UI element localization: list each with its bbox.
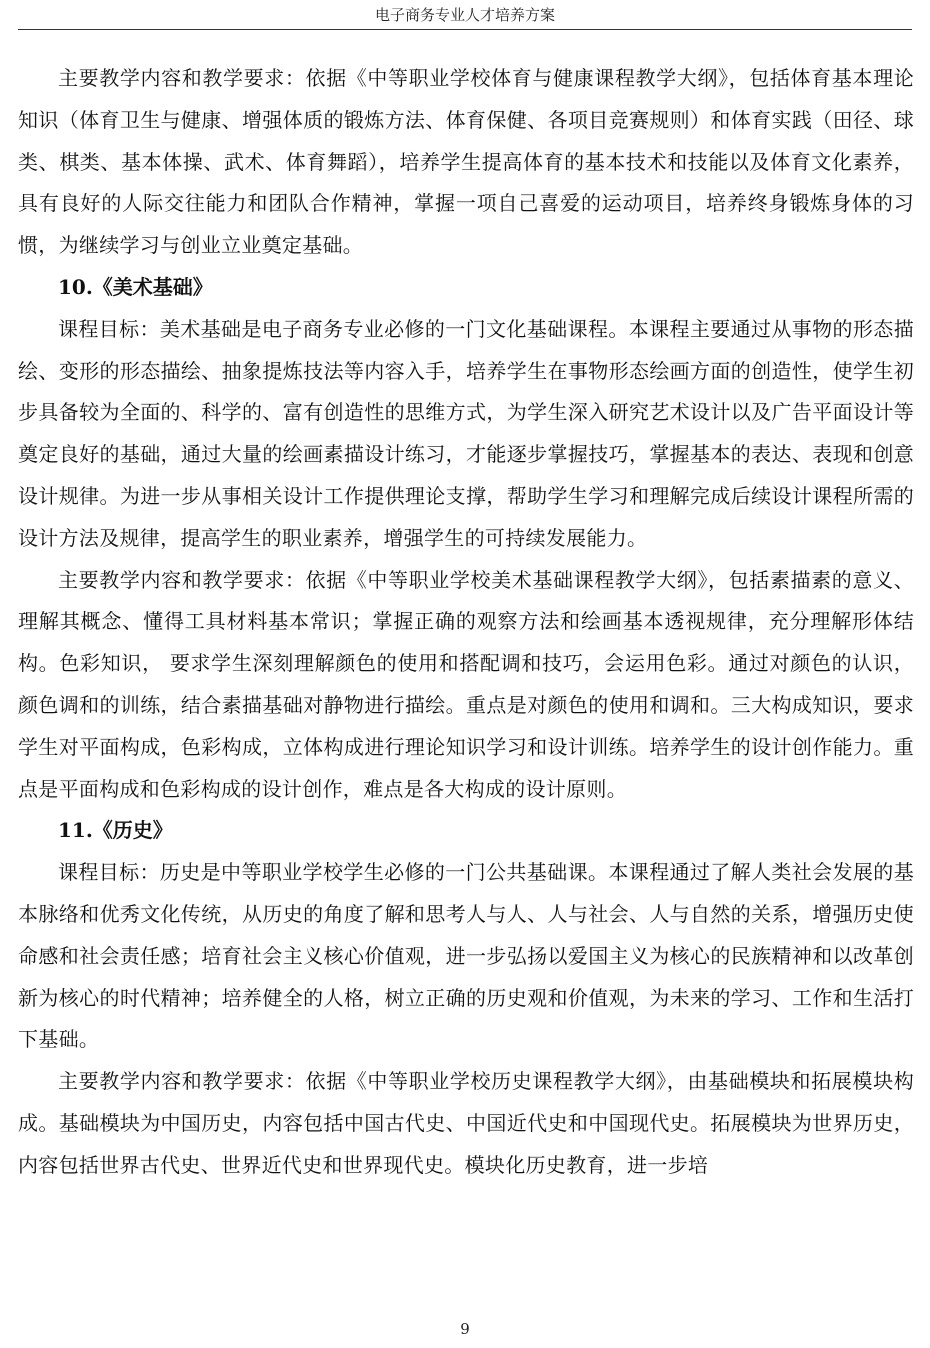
pe-teaching-requirements-paragraph: 主要教学内容和教学要求：依据《中等职业学校体育与健康课程教学大纲》，包括体育基本理论知识（体育卫生与健康、增强体质的锻炼方法、体育保健、各项目竞赛规则）和体育实践（田径、球类、棋类、基本体操、武术、体育舞蹈），培养学生提高体育的基本技术和技能以及体育文化素养，具有良好的人际交往能力和团队合作精神，掌握一项自己喜爱的运动项目，培养终身锻炼身体的习惯，为继续学习与创业立业奠定基础。	[18, 66, 914, 258]
header-rule	[18, 29, 912, 30]
section-title-history: 11.《历史》	[58, 818, 173, 843]
document-body	[18, 58, 914, 1187]
page-header: 电子商务专业人才培养方案	[374, 6, 555, 24]
page-number: 9	[460, 1320, 470, 1338]
history-teaching-requirements-paragraph: 主要教学内容和教学要求：依据《中等职业学校历史课程教学大纲》，由基础模块和拓展模块构成。基础模块为中国历史，内容包括中国古代史、中国近代史和中国现代史。拓展模块为世界历史，内容包括世界古代史、世界近代史和世界现代史。模块化历史教育，进一步培	[18, 1069, 914, 1177]
art-teaching-requirements-paragraph: 主要教学内容和教学要求：依据《中等职业学校美术基础课程教学大纲》，包括素描素的意义、理解其概念、懂得工具材料基本常识；掌握正确的观察方法和绘画基本透视规律，充分理解形体结构。色彩知识， 要求学生深刻理解颜色的使用和搭配调和技巧，会运用色彩。通过对颜色的认识，颜色调和的训练，结合素描基础对静物进行描绘。重点是对颜色的使用和调和。三大构成知识，要求学生对平面构成，色彩构成，立体构成进行理论知识学习和设计训练。培养学生的设计创作能力。重点是平面构成和色彩构成的设计创作，难点是各大构成的设计原则。	[18, 567, 914, 801]
art-course-goal-paragraph: 课程目标：美术基础是电子商务专业必修的一门文化基础课程。本课程主要通过从事物的形态描绘、变形的形态描绘、抽象提炼技法等内容入手，培养学生在事物形态绘画方面的创造性，使学生初步具备较为全面的、科学的、富有创造性的思维方式，为学生深入研究艺术设计以及广告平面设计等奠定良好的基础，通过大量的绘画素描设计练习，才能逐步掌握技巧，掌握基本的表达、表现和创意设计规律。为进一步从事相关设计工作提供理论支撑，帮助学生学习和理解完成后续设计课程所需的设计方法及规律，提高学生的职业素养，增强学生的可持续发展能力。	[18, 316, 914, 550]
history-course-goal-paragraph: 课程目标：历史是中等职业学校学生必修的一门公共基础课。本课程通过了解人类社会发展的基本脉络和优秀文化传统，从历史的角度了解和思考人与人、人与社会、人与自然的关系，增强历史使命感和社会责任感；培育社会主义核心价值观，进一步弘扬以爱国主义为核心的民族精神和以改革创新为核心的时代精神；培养健全的人格，树立正确的历史观和价值观，为未来的学习、工作和生活打下基础。	[18, 860, 914, 1052]
section-title-art-basics: 10.《美术基础》	[58, 274, 213, 299]
